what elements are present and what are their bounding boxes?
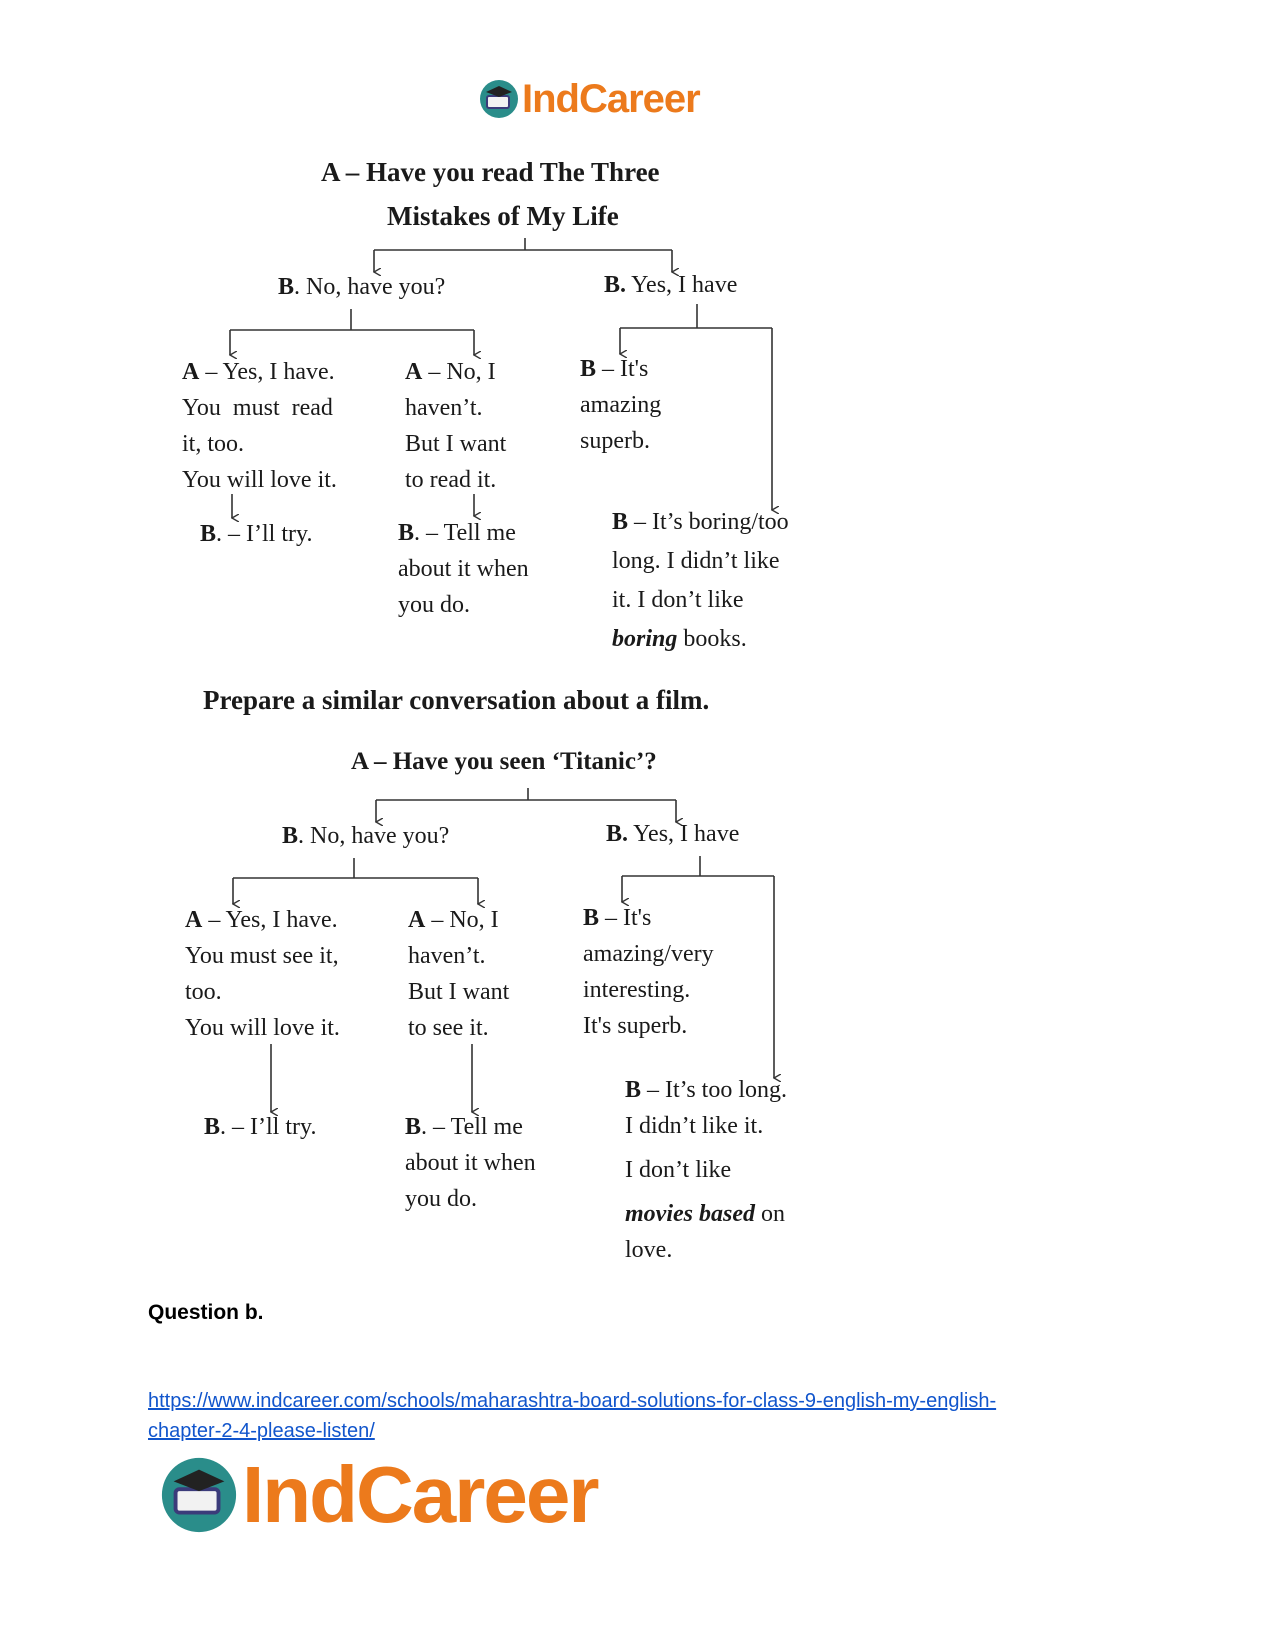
speaker-label: B: [580, 356, 597, 382]
link-line2: chapter-2-4-please-listen/: [148, 1420, 375, 1442]
emphasis-text: boring: [612, 626, 678, 652]
lrb-line: . – Tell me: [414, 520, 516, 546]
right-text: Yes, I have: [628, 821, 740, 847]
rr-line: it. I don’t like: [612, 587, 744, 613]
ll-line: it, too.: [182, 431, 245, 457]
speaker-label: B: [625, 1077, 642, 1103]
lrb-line: you do.: [405, 1186, 477, 1212]
speaker-label: A: [351, 748, 368, 775]
lr-line: haven’t.: [405, 395, 483, 421]
question-label: Question b.: [148, 1301, 264, 1324]
rl-line: – It's: [599, 905, 652, 931]
diagram2-right-left: [583, 900, 714, 1044]
logo-text: IndCareer: [242, 1450, 598, 1539]
diagram1-left-left-reply: [200, 516, 312, 552]
diagram1-right: [604, 267, 737, 303]
lrb-line: about it when: [405, 1150, 536, 1176]
emphasis-text: movies based: [625, 1201, 755, 1227]
diagram1-left-right-reply: [398, 515, 529, 623]
diagram1-left-right: [405, 354, 506, 498]
diagram1-right-right: [612, 503, 789, 659]
diagram1-left-left: [182, 354, 337, 498]
lr-line: – No, I: [425, 907, 499, 933]
lrb-line: . – Tell me: [421, 1114, 523, 1140]
left-text: . No, have you?: [294, 274, 446, 300]
diagram2-right-right: [625, 1072, 787, 1268]
speaker-label: B: [204, 1114, 221, 1140]
speaker-label: A: [321, 157, 340, 187]
llb-text: . – I’ll try.: [216, 521, 313, 547]
ll-line: You must read: [182, 395, 333, 421]
speaker-label: B.: [604, 272, 627, 298]
speaker-label: A: [185, 907, 203, 933]
ll-line: – Yes, I have.: [202, 907, 338, 933]
instruction-heading: Prepare a similar conversation about a film.: [203, 685, 710, 715]
diagram2-left-right-reply: [405, 1109, 536, 1217]
speaker-label: B.: [606, 821, 629, 847]
lr-line: to see it.: [408, 1015, 489, 1041]
diagram2-left-right: [408, 902, 509, 1046]
diagram2-left-left: [185, 902, 340, 1046]
ll-line: You will love it.: [182, 467, 337, 493]
diagram2-left-left-reply: [204, 1109, 316, 1145]
rl-line: amazing: [580, 392, 662, 418]
rr-line: long. I didn’t like: [612, 548, 780, 574]
speaker-label: B: [405, 1114, 422, 1140]
speaker-label: A: [408, 907, 426, 933]
ll-line: too.: [185, 979, 222, 1005]
speaker-label: B: [200, 521, 217, 547]
rr-tail: on: [754, 1201, 785, 1227]
rr-last: love.: [625, 1237, 673, 1263]
lr-line: But I want: [408, 979, 510, 1005]
diagram2-left: [282, 818, 449, 854]
llb-text: . – I’ll try.: [220, 1114, 317, 1140]
footer-logo: [158, 1450, 597, 1540]
rl-line: amazing/very: [583, 941, 714, 967]
source-link[interactable]: [148, 1390, 996, 1442]
diagram1-right-left: [580, 351, 661, 459]
diagram2-root: [351, 740, 657, 784]
graduation-book-globe-icon: [158, 1454, 240, 1536]
root-line1: – Have you read The Three: [339, 157, 660, 187]
diagram1-root: [300, 150, 750, 238]
source-link-block: [148, 1386, 996, 1446]
root-line2: Mistakes of My Life: [387, 201, 619, 231]
lrb-line: you do.: [398, 592, 470, 618]
lr-line: haven’t.: [408, 943, 486, 969]
speaker-label: B: [282, 823, 299, 849]
ll-line: – Yes, I have.: [199, 359, 335, 385]
lrb-line: about it when: [398, 556, 529, 582]
lr-line: – No, I: [422, 359, 496, 385]
link-line1: https://www.indcareer.com/schools/maharashtra-board-solutions-for-class-9-english-my-english-: [148, 1390, 997, 1412]
rr-line: I don’t like: [625, 1157, 732, 1183]
rl-line: – It's: [596, 356, 649, 382]
speaker-label: B: [278, 274, 295, 300]
speaker-label: B: [583, 905, 600, 931]
ll-line: You must see it,: [185, 943, 339, 969]
rr-line: – It’s too long.: [641, 1077, 788, 1103]
speaker-label: A: [405, 359, 423, 385]
rl-line: interesting.: [583, 977, 691, 1003]
speaker-label: B: [398, 520, 415, 546]
speaker-label: A: [182, 359, 200, 385]
rr-line: I didn’t like it.: [625, 1113, 764, 1139]
ll-line: You will love it.: [185, 1015, 340, 1041]
rl-line: It's superb.: [583, 1013, 688, 1039]
diagram2-right: [606, 816, 739, 852]
rl-line: superb.: [580, 428, 650, 454]
speaker-label: B: [612, 509, 629, 535]
logo-text: IndCareer: [522, 76, 700, 121]
left-text: . No, have you?: [298, 823, 450, 849]
lr-line: to read it.: [405, 467, 497, 493]
right-text: Yes, I have: [626, 272, 738, 298]
root-text: – Have you seen ‘Titanic’?: [367, 748, 657, 775]
lr-line: But I want: [405, 431, 507, 457]
diagram1-left: [278, 269, 445, 305]
rr-tail: books.: [677, 626, 747, 652]
rr-line: – It’s boring/too: [628, 509, 789, 535]
